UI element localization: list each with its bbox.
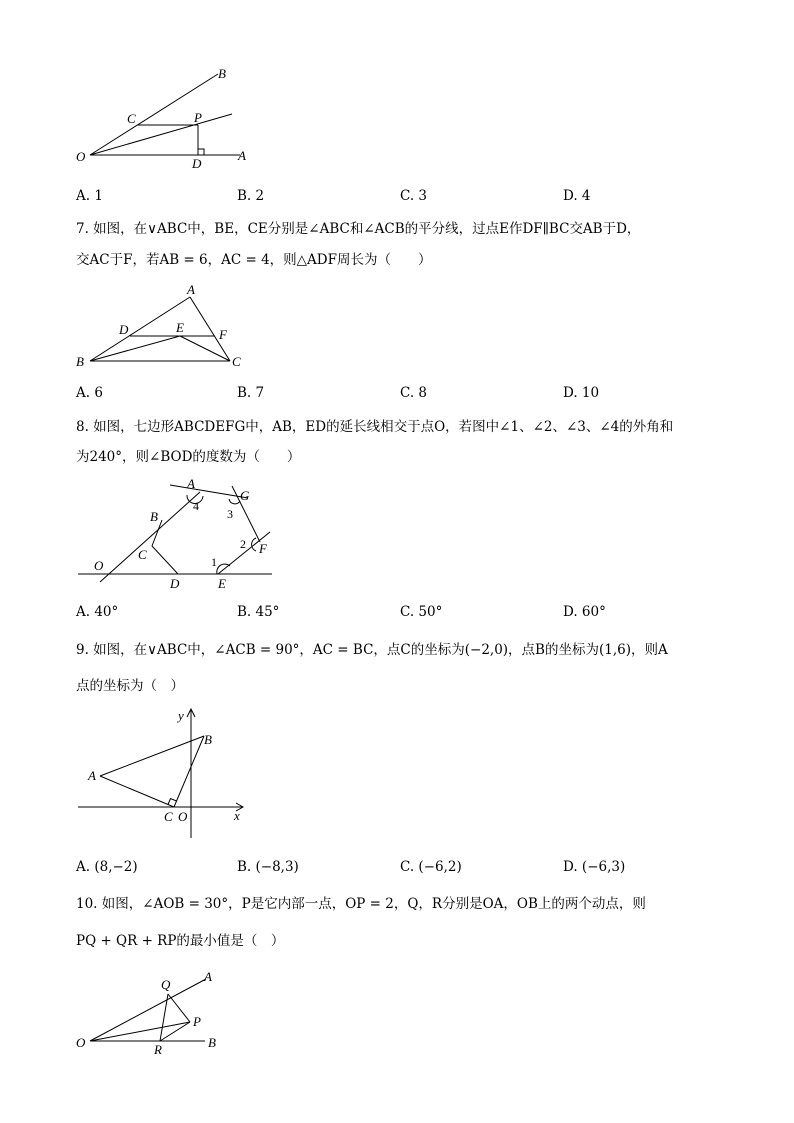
q9-figure — [70, 700, 255, 840]
q6-label-B: B — [218, 66, 226, 81]
q9-option-d[interactable]: D. (−6,3) — [563, 859, 626, 875]
q8-label-C: C — [138, 547, 147, 562]
q9-option-a[interactable]: A. (8,−2) — [76, 859, 138, 875]
q10-label-P: P — [193, 1014, 201, 1029]
q8-options — [76, 604, 736, 622]
q8-option-b[interactable]: B. 45° — [237, 604, 280, 620]
q8-label-A: A — [187, 476, 195, 491]
q8-option-c[interactable]: C. 50° — [400, 604, 443, 620]
q8-figure — [70, 470, 285, 595]
q8-label-G: G — [240, 488, 250, 503]
q8-label-B: B — [150, 509, 158, 524]
q8-label-3: 3 — [227, 507, 233, 521]
q8-label-2: 2 — [240, 537, 246, 551]
q9-label-B: B — [204, 732, 212, 747]
q10-label-Q: Q — [161, 977, 171, 992]
q10-label-A: A — [204, 969, 212, 984]
q10-text-line1: 10. 如图，∠AOB = 30°，P是它内部一点，OP = 2，Q，R分别是OA，OB上的两个动点，则 — [76, 896, 646, 912]
q7-label-F: F — [219, 327, 227, 342]
q8-text-line1: 8. 如图，七边形ABCDEFG中，AB，ED的延长线相交于点O，若图中∠1、∠2、∠3、∠4的外角和 — [76, 419, 674, 435]
q9-text-line2: 点的坐标为（ ） — [76, 678, 184, 694]
q6-label-C: C — [127, 111, 136, 126]
q6-figure — [70, 60, 260, 175]
q6-option-b[interactable]: B. 2 — [237, 188, 265, 204]
q9-label-C: C — [164, 809, 173, 824]
q10-label-R: R — [154, 1042, 162, 1057]
q8-label-D: D — [170, 576, 180, 591]
q6-option-c[interactable]: C. 3 — [400, 188, 428, 204]
q9-label-x: x — [234, 808, 240, 823]
q9-option-c[interactable]: C. (−6,2) — [400, 859, 462, 875]
q6-option-a[interactable]: A. 1 — [76, 188, 103, 204]
q7-label-A: A — [187, 282, 195, 297]
q6-label-A: A — [238, 148, 246, 163]
q7-label-B: B — [76, 354, 84, 369]
q9-option-b[interactable]: B. (−8,3) — [237, 859, 299, 875]
q8-label-4: 4 — [193, 499, 199, 513]
q7-label-C: C — [232, 354, 241, 369]
q7-figure — [70, 280, 260, 375]
q7-option-a[interactable]: A. 6 — [76, 385, 103, 401]
q7-text-line2: 交AC于F，若AB = 6，AC = 4，则△ADF周长为（ ） — [76, 252, 432, 268]
q6-label-D: D — [192, 156, 202, 171]
q6-options — [76, 188, 736, 206]
q8-label-1: 1 — [211, 555, 217, 569]
q7-option-c[interactable]: C. 8 — [400, 385, 428, 401]
q8-option-d[interactable]: D. 60° — [563, 604, 606, 620]
q9-label-y: y — [178, 708, 184, 723]
q8-label-F: F — [259, 541, 267, 556]
q7-options — [76, 385, 736, 403]
q8-text-line2: 为240°，则∠BOD的度数为（ ） — [76, 449, 301, 465]
q10-text-line2: PQ + QR + RP的最小值是（ ） — [76, 933, 285, 949]
q7-option-b[interactable]: B. 7 — [237, 385, 265, 401]
q7-option-d[interactable]: D. 10 — [563, 385, 600, 401]
q9-label-O: O — [178, 809, 188, 824]
q6-label-O: O — [76, 149, 86, 164]
q9-label-A: A — [88, 768, 96, 783]
q8-option-a[interactable]: A. 40° — [76, 604, 119, 620]
q8-label-E: E — [218, 576, 226, 591]
q7-label-D: D — [119, 322, 129, 337]
q10-label-B: B — [208, 1035, 216, 1050]
q9-options — [76, 859, 736, 877]
q7-text-line1: 7. 如图，在∨ABC中，BE，CE分别是∠ABC和∠ACB的平分线，过点E作DF∥BC交AB于D， — [76, 221, 641, 237]
q8-label-O: O — [94, 558, 104, 573]
q6-label-P: P — [194, 110, 202, 125]
q9-text-line1: 9. 如图，在∨ABC中，∠ACB = 90°，AC = BC，点C的坐标为(−2,0)，点B的坐标为(1,6)，则A — [76, 642, 668, 658]
q10-label-O: O — [76, 1035, 86, 1050]
q6-option-d[interactable]: D. 4 — [563, 188, 591, 204]
q7-label-E: E — [176, 320, 184, 335]
q10-figure — [70, 962, 230, 1062]
